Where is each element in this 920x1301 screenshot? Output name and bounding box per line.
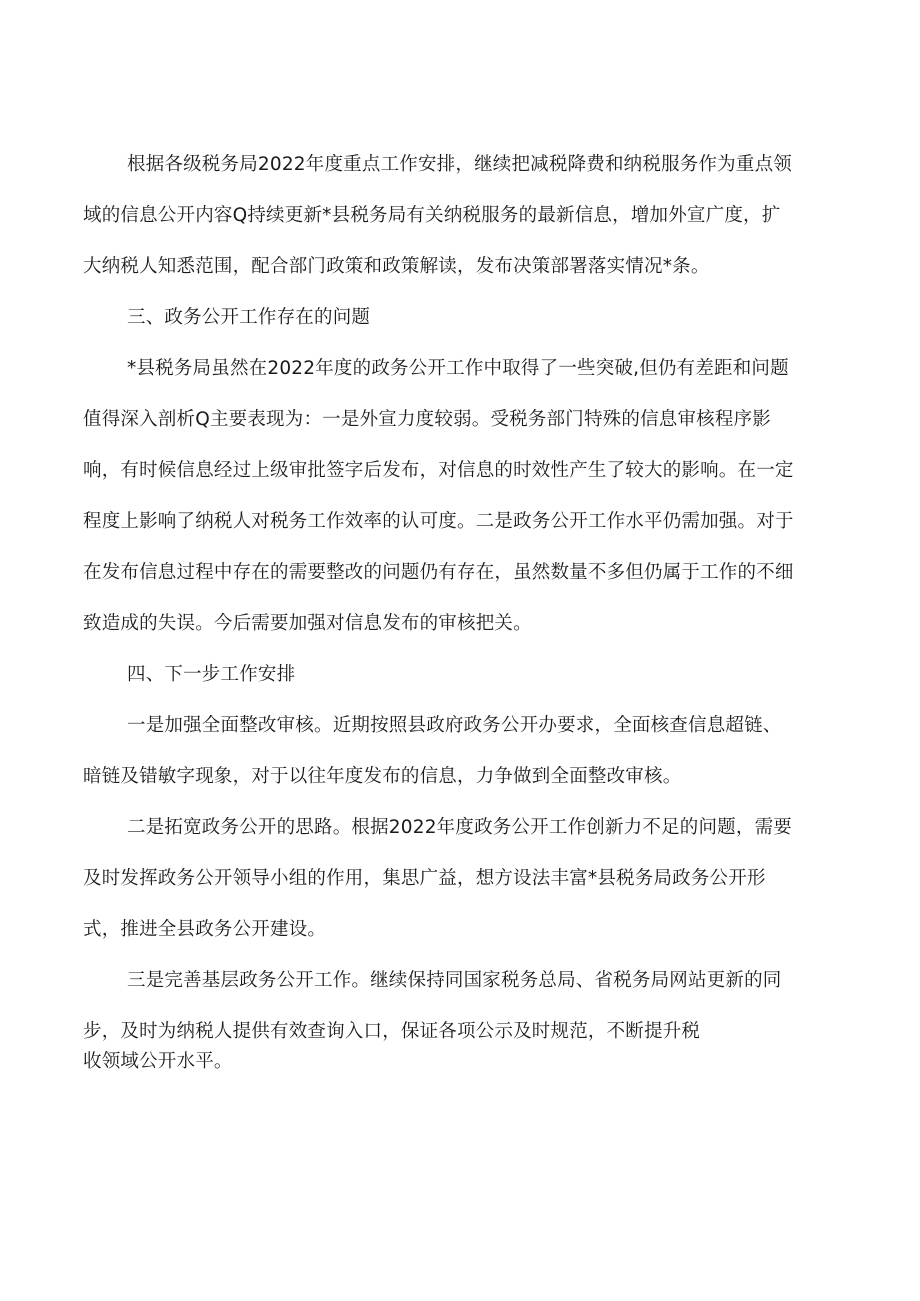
text-line: 根据各级税务局2022年度重点工作安排，继续把减税降费和纳税服务作为重点领 [127, 154, 792, 175]
text-line: 暗链及错敏字现象，对于以往年度发布的信息，力争做到全面整改审核。 [83, 766, 682, 787]
text-line: 在发布信息过程中存在的需要整改的问题仍有存在，虽然数量不多但仍属于工作的不细 [83, 562, 794, 583]
text-line: 程度上影响了纳税人对税务工作效率的认可度。二是政务公开工作水平仍需加强。对于 [83, 511, 794, 532]
section-heading-problems: 三、政务公开工作存在的问题 [127, 307, 371, 328]
text-line: 大纳税人知悉范围，配合部门政策和政策解读，发布决策部署落实情况*条。 [83, 256, 710, 277]
text-line: *县税务局虽然在2022年度的政务公开工作中取得了一些突破,但仍有差距和问题 [127, 358, 789, 379]
text-line: 响，有时候信息经过上级审批签字后发布，对信息的时效性产生了较大的影响。在一定 [83, 460, 794, 481]
text-line: 三是完善基层政务公开工作。继续保持同国家税务总局、省税务局网站更新的同 [127, 970, 782, 991]
text-line: 式，推进全县政务公开建设。 [83, 919, 327, 940]
text-line: 致造成的失误。今后需要加强对信息发布的审核把关。 [83, 613, 532, 634]
text-line: 二是拓宽政务公开的思路。根据2022年度政务公开工作创新力不足的问题，需要 [127, 817, 792, 838]
text-line: 步，及时为纳税人提供有效查询入口，保证各项公示及时规范，不断提升税 [83, 1021, 701, 1042]
text-line: 一是加强全面整改审核。近期按照县政府政务公开办要求，全面核查信息超链、 [127, 715, 782, 736]
text-line: 收领域公开水平。 [83, 1051, 233, 1072]
text-line: 及时发挥政务公开领导小组的作用，集思广益，想方设法丰富*县税务局政务公开形 [83, 868, 766, 889]
text-line: 域的信息公开内容Q持续更新*县税务局有关纳税服务的最新信息，增加外宣广度，扩 [83, 205, 781, 226]
text-line: 值得深入剖析Q主要表现为：一是外宣力度较弱。受税务部门特殊的信息审核程序影 [83, 409, 771, 430]
section-heading-next-steps: 四、下一步工作安排 [127, 664, 296, 685]
